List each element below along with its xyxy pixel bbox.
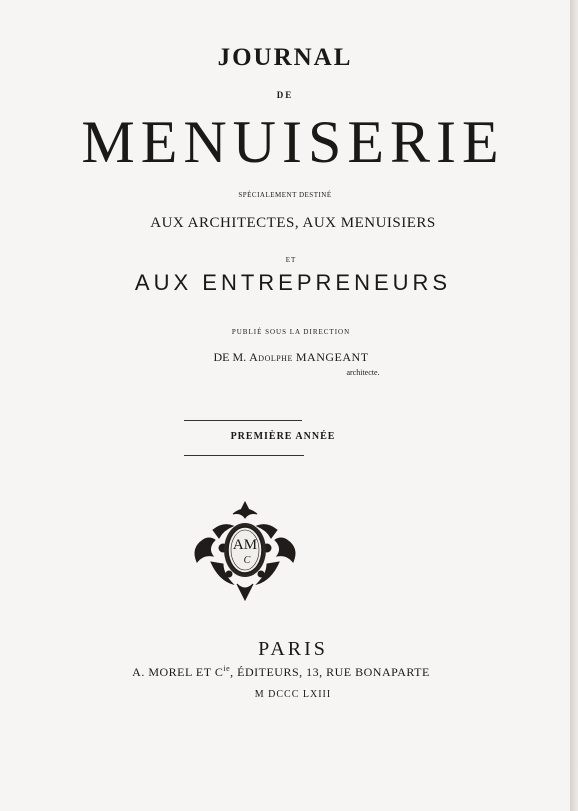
subtitle-architectes: AUX ARCHITECTES, AUX MENUISIERS — [150, 215, 436, 231]
publisher-address: , ÉDITEURS, 13, RUE BONAPARTE — [230, 665, 430, 679]
director-role: architecte. — [346, 368, 380, 377]
page-edge — [570, 0, 578, 811]
publisher-sup: ie — [223, 664, 231, 673]
edition-label: PREMIÈRE ANNÉE — [230, 431, 336, 442]
publisher-line — [0, 664, 566, 680]
subtitle-et: ET — [285, 256, 297, 264]
director-first-name: Adolphe — [249, 350, 293, 364]
emblem-sub-letter: C — [243, 555, 251, 566]
emblem-monogram: AM — [232, 537, 258, 553]
journal-heading: JOURNAL — [217, 44, 353, 71]
publication-year: M DCCC LXIII — [254, 689, 332, 700]
de-word: DE — [276, 90, 294, 100]
director-last-name: MANGEANT — [295, 350, 369, 364]
subtitle-specialement: SPÉCIALEMENT DESTINÉ — [238, 191, 332, 199]
city: PARIS — [258, 638, 328, 660]
director-prefix: DE M. — [213, 350, 247, 364]
publisher-name: A. MOREL ET C — [132, 665, 224, 679]
main-title: MENUISERIE — [81, 109, 505, 175]
subtitle-entrepreneurs: AUX ENTREPRENEURS — [134, 270, 452, 295]
director-line — [6, 350, 576, 365]
rule-top — [184, 420, 302, 421]
publie-sous: PUBLIÉ SOUS LA DIRECTION — [231, 328, 351, 336]
ornamental-cartouche-icon — [189, 500, 301, 602]
rule-bottom — [184, 455, 304, 456]
